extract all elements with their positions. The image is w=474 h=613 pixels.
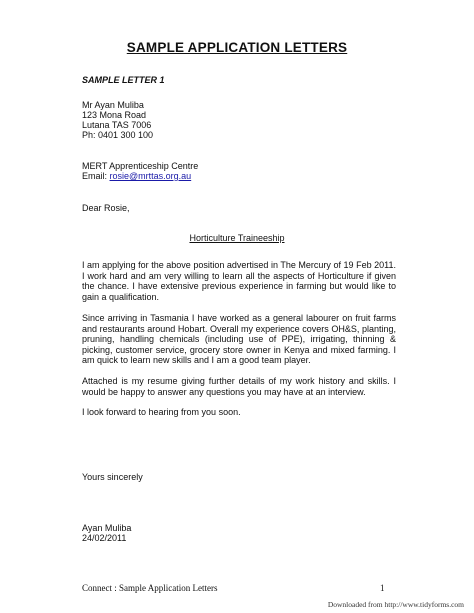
sender-street: 123 Mona Road: [82, 110, 147, 120]
subject-line: Horticulture Traineeship: [189, 233, 285, 243]
sender-phone: Ph: 0401 300 100: [82, 130, 154, 140]
letter-subtitle: SAMPLE LETTER 1: [82, 75, 165, 85]
footer-title: Connect : Sample Application Letters: [82, 583, 218, 593]
sender-city: Lutana TAS 7006: [82, 120, 152, 130]
recipient-org: MERT Apprenticeship Centre: [82, 161, 199, 171]
closing: Yours sincerely: [82, 472, 143, 482]
signature-date: 24/02/2011: [82, 533, 127, 543]
recipient-email-link[interactable]: rosie@mrttas.org.au: [109, 171, 192, 181]
salutation: Dear Rosie,: [82, 203, 130, 213]
paragraph-1: I am applying for the above position advertised in The Mercury of 19 Feb 2011. I work hard and am very willing to learn all the aspects of Horticulture if given the chance. I have extensive previous experience in farming but would like to gain a qualification.: [82, 260, 396, 302]
paragraph-3: Attached is my resume giving further details of my work history and skills. I would be happy to answer any questions you may have at an interview.: [82, 376, 396, 397]
download-credit: Downloaded from http://www.tidyforms.com: [327, 600, 464, 609]
document-title: SAMPLE APPLICATION LETTERS: [126, 40, 348, 55]
sender-name: Mr Ayan Muliba: [82, 100, 144, 110]
recipient-email-label: Email:: [82, 171, 110, 181]
paragraph-2: Since arriving in Tasmania I have worked as a general labourer on fruit farms and restaurants around Hobart. Overall my experience covers OH&S, planting, pruning, handling chemicals (including use of PPE), irrigating, thinning & picking, customer service, grocery store owner in Kenya and mixed farming. I am quick to learn new skills and I am a good team player.: [82, 313, 396, 366]
recipient-email-line: [82, 171, 191, 181]
signature-name: Ayan Muliba: [82, 523, 132, 533]
paragraph-4: I look forward to hearing from you soon.: [82, 407, 241, 417]
page-number: 1: [380, 583, 385, 593]
